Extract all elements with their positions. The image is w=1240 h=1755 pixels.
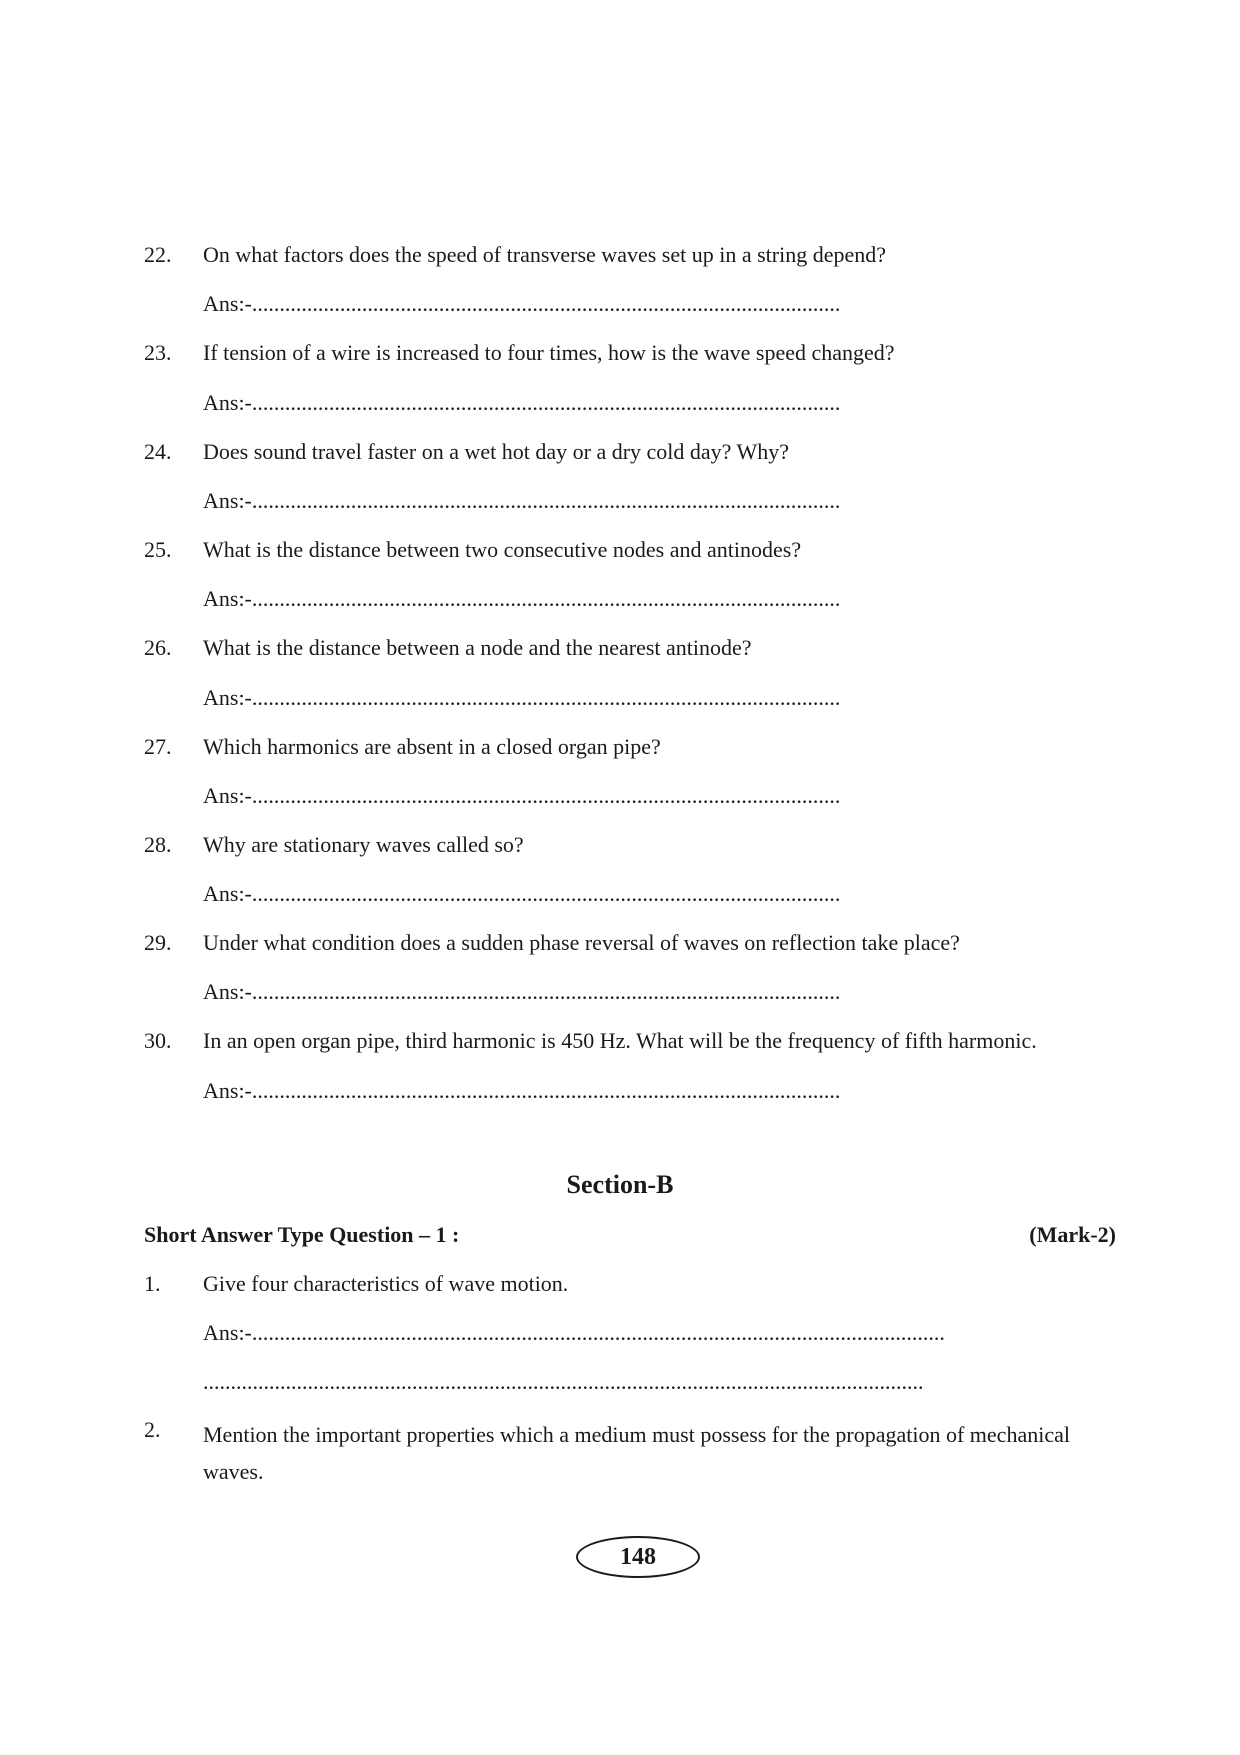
question-number: 30. xyxy=(144,1028,172,1053)
question-text: If tension of a wire is increased to four times, how is the wave speed changed? xyxy=(203,340,895,365)
question-text: Under what condition does a sudden phase reversal of waves on reflection take place? xyxy=(203,930,960,955)
question-text: Give four characteristics of wave motion. xyxy=(203,1271,569,1296)
question-text: Does sound travel faster on a wet hot day or a dry cold day? Why? xyxy=(203,439,790,464)
question-number: 28. xyxy=(144,832,172,857)
question-type-heading: Short Answer Type Question – 1 : xyxy=(144,1222,460,1247)
question-number: 24. xyxy=(144,439,172,464)
question-text: In an open organ pipe, third harmonic is 450 Hz. What will be the frequency of fifth harmonic. xyxy=(203,1028,1037,1053)
question-number: 26. xyxy=(144,635,172,660)
answer-line-27: Ans:-........................................................................................................... xyxy=(203,783,841,808)
question-number: 22. xyxy=(144,242,172,267)
answer-line-30: Ans:-........................................................................................................... xyxy=(203,1078,841,1103)
answer-line-b1-2: ................................................................................................................................... xyxy=(203,1369,924,1394)
question-number: 1. xyxy=(144,1271,161,1296)
answer-line-28: Ans:-........................................................................................................... xyxy=(203,881,841,906)
marks-label: (Mark-2) xyxy=(1029,1222,1116,1247)
question-number: 23. xyxy=(144,340,172,365)
section-title: Section-B xyxy=(566,1170,674,1199)
question-text: Which harmonics are absent in a closed organ pipe? xyxy=(203,734,661,759)
question-number: 25. xyxy=(144,537,172,562)
page-number: 148 xyxy=(576,1536,700,1578)
answer-line-29: Ans:-........................................................................................................... xyxy=(203,979,841,1004)
answer-line-24: Ans:-........................................................................................................... xyxy=(203,488,841,513)
question-number: 29. xyxy=(144,930,172,955)
answer-line-25: Ans:-........................................................................................................... xyxy=(203,586,841,611)
question-number: 27. xyxy=(144,734,172,759)
question-text: On what factors does the speed of transverse waves set up in a string depend? xyxy=(203,242,887,267)
answer-line-22: Ans:-........................................................................................................... xyxy=(203,291,841,316)
answer-line-b1-1: Ans:-.............................................................................................................................. xyxy=(203,1320,945,1345)
question-text: What is the distance between a node and the nearest antinode? xyxy=(203,635,752,660)
answer-line-26: Ans:-........................................................................................................... xyxy=(203,685,841,710)
question-text: Mention the important properties which a medium must possess for the propagation of mechanical waves. xyxy=(203,1422,1070,1484)
answer-line-23: Ans:-........................................................................................................... xyxy=(203,390,841,415)
question-number: 2. xyxy=(144,1417,161,1442)
question-text: What is the distance between two consecutive nodes and antinodes? xyxy=(203,537,802,562)
question-text: Why are stationary waves called so? xyxy=(203,832,524,857)
